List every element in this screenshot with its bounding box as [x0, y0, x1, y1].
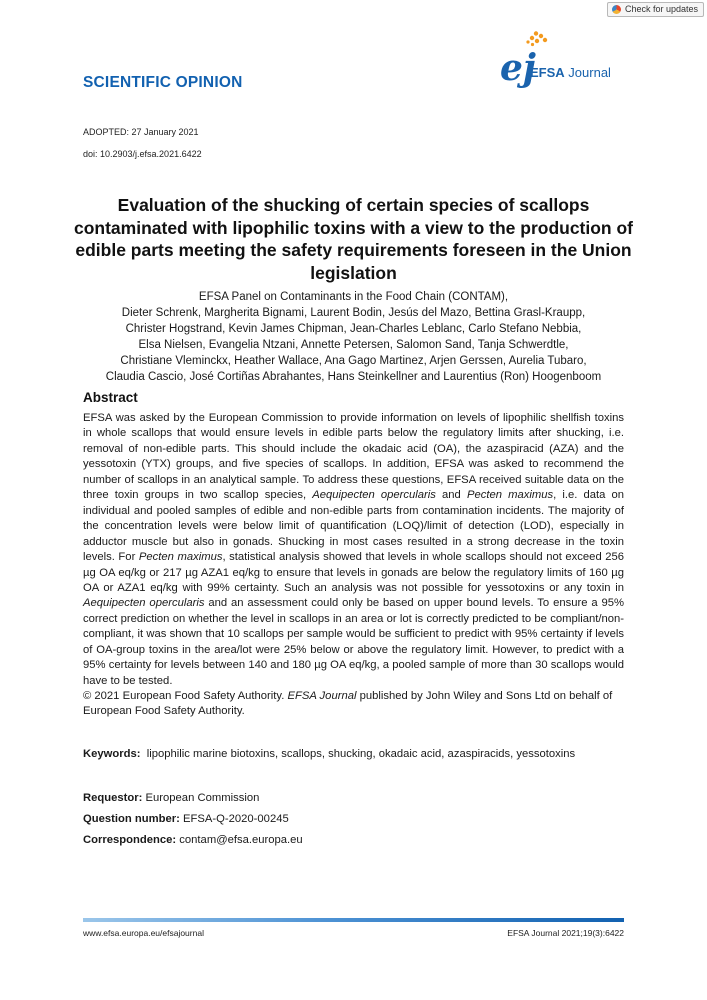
abstract-part: and an assessment could only be based on upper bound levels. To ensure a 95% correct prediction on whether the level in scallops in an area or lot is correctly predicted to be compliant/non-compliant, it was shown that 10 scallops per sample would be sufficient to predict with 95% certainty if levels of OA-group toxins in the area/lot were 25% below or above the regulatory limit. However, to predict with a 95% certainty for levels between 140 and 180 µg OA eq/kg, a pooled sample of more than 30 scallops would have to be tested.: [83, 597, 625, 687]
correspondence-label: Correspondence:: [83, 834, 177, 846]
species-name: Aequipecten opercularis: [312, 489, 436, 502]
species-name: Aequipecten opercularis: [83, 597, 205, 610]
question-number-value: EFSA-Q-2020-00245: [183, 813, 289, 825]
journal-name: EFSA Journal: [287, 690, 357, 702]
keywords-value: lipophilic marine biotoxins, scallops, shucking, okadaic acid, azaspiracids, yessotoxins: [146, 748, 576, 760]
copyright-notice: [83, 689, 624, 720]
keywords: [83, 748, 575, 760]
abstract-text: [83, 411, 624, 689]
correspondence-email[interactable]: contam@efsa.europa.eu: [179, 834, 303, 846]
author-line: Elsa Nielsen, Evangelia Ntzani, Annette Petersen, Salomon Sand, Tanja Schwerdtle,: [138, 338, 569, 351]
author-line: Christiane Vleminckx, Heather Wallace, Ana Gago Martinez, Arjen Gerssen, Aurelia Tubaro,: [120, 354, 587, 367]
copyright-part: published by John Wiley and Sons Ltd on behalf of European Food Safety Authority.: [83, 690, 613, 718]
logo-journal: Journal: [568, 65, 611, 80]
ej-mark-text: ej: [500, 47, 536, 88]
author-list: [60, 290, 647, 385]
abstract-part: EFSA was asked by the European Commission to provide information on levels of lipophilic shellfish toxins in whole scallops that would ensure levels in edible parts below the regulatory limits after shucking, i.e. removal of non-edible parts. This should include the okadaic acid (OA), the azaspiracid (AZA) and the yessotoxin (YTX) groups, and five species of scallops. In addition, EFSA was asked to recommend the number of scallops in an analytical sample. To address these questions, EFSA received suitable data on the three toxin groups in two scallop species,: [83, 412, 624, 502]
copyright-part: © 2021 European Food Safety Authority.: [83, 690, 288, 702]
species-name: Pecten maximus: [466, 489, 554, 502]
abstract-part: , statistical analysis showed that levels in whole scallops should not exceed 256 µg OA eq/kg or 217 µg AZA1 eq/kg to ensure that levels in gonads are below the regulatory limits of 160 µg OA or AZA1 eq/kg with 99% certainty. Such an analysis was not possible for yessotoxins or any toxin in: [83, 551, 625, 594]
abstract-part: and: [435, 489, 467, 502]
author-line: EFSA Panel on Contaminants in the Food Chain (CONTAM),: [198, 291, 509, 303]
requestor: [83, 792, 259, 804]
footer-url[interactable]: www.efsa.europa.eu/efsajournal: [83, 928, 204, 938]
keywords-label: Keywords:: [83, 748, 141, 760]
abstract-heading: Abstract: [83, 390, 138, 405]
logo-brand: EFSA: [530, 65, 565, 80]
requestor-label: Requestor:: [83, 792, 143, 804]
question-number: [83, 813, 289, 825]
question-number-label: Question number:: [83, 813, 180, 825]
author-line: Dieter Schrenk, Margherita Bignami, Laurent Bodin, Jesús del Mazo, Bettina Grasl-Kraupp,: [121, 306, 586, 319]
article-title: Evaluation of the shucking of certain species of scallops contaminated with lipophilic toxins with a view to the production of edible parts meeting the safety requirements foreseen in the Union legislation: [73, 195, 634, 283]
efsa-journal-logo: [494, 30, 634, 88]
author-line: Claudia Cascio, José Cortiñas Abrahantes, Hans Steinkellner and Laurentius (Ron) Hoogenboom: [105, 370, 602, 383]
check-for-updates-button[interactable]: [607, 2, 704, 17]
abstract-part: , i.e. data on individual and pooled samples of edible and non-edible parts from contamination incidents. The majority of the concentration levels were below limit of quantification (LOQ)/limit of detection (LOD), especially in adductor muscle but also in gonads. Shucking in most cases resulted in a strong decrease in the toxin levels. For: [83, 489, 624, 564]
logo-wordmark: [530, 65, 611, 80]
crossmark-icon: [612, 5, 621, 14]
requestor-value: European Commission: [145, 792, 260, 804]
footer-citation: EFSA Journal 2021;19(3):6422: [507, 928, 624, 938]
footer-divider: [83, 918, 624, 922]
adopted-date: ADOPTED: 27 January 2021: [83, 127, 199, 137]
section-label: SCIENTIFIC OPINION: [83, 74, 243, 91]
correspondence: [83, 834, 303, 846]
doi[interactable]: doi: 10.2903/j.efsa.2021.6422: [83, 149, 202, 159]
author-line: Christer Hogstrand, Kevin James Chipman, Jean-Charles Leblanc, Carlo Stefano Nebbia,: [125, 322, 582, 335]
species-name: Pecten maximus: [138, 551, 223, 564]
check-for-updates-label: Check for updates: [624, 4, 698, 14]
